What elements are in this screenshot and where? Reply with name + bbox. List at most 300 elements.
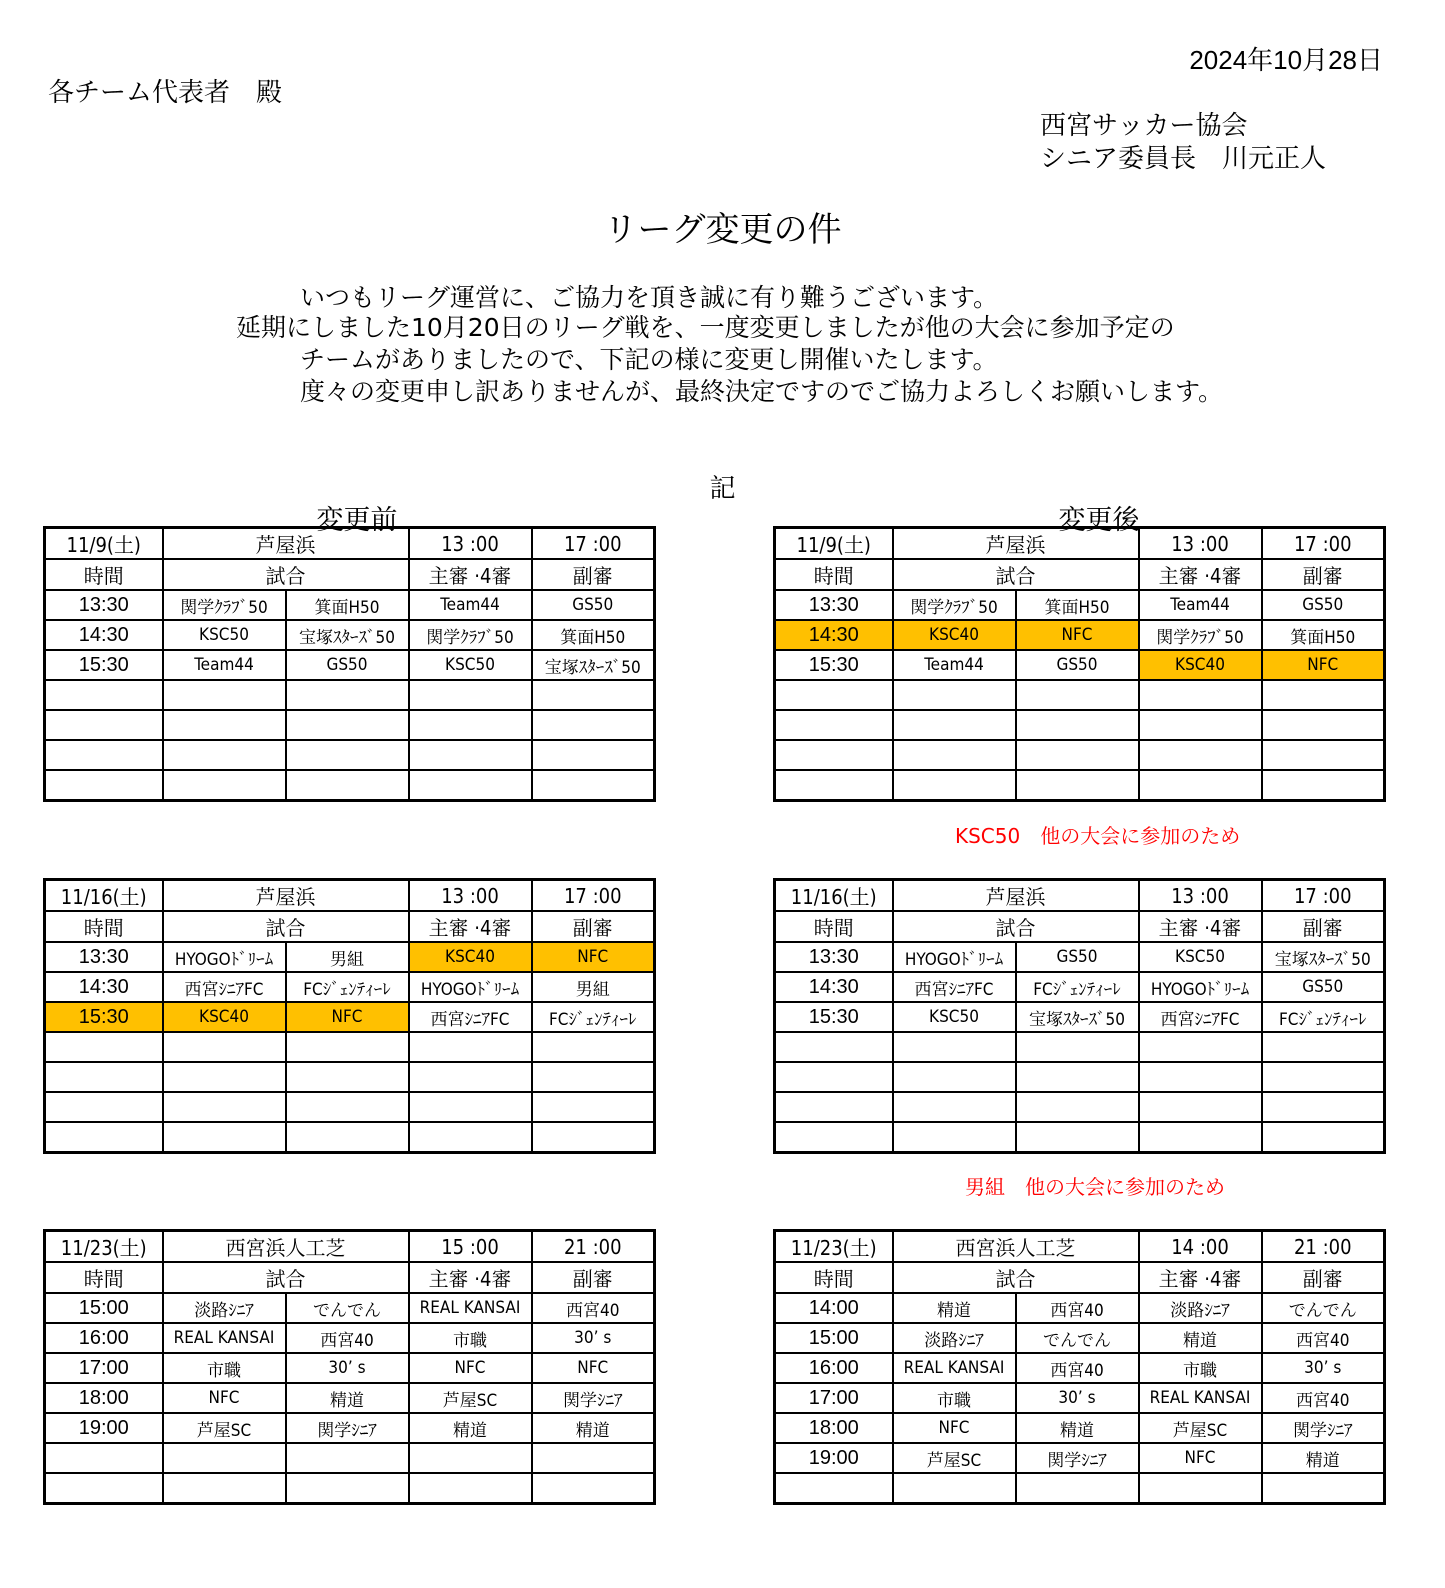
- match-time: [45, 740, 163, 770]
- table-row: [45, 1062, 655, 1092]
- team-b: 宝塚ｽﾀｰｽﾞ50: [286, 620, 409, 650]
- team-a: [163, 680, 286, 710]
- table-header-row: [775, 1262, 1385, 1293]
- team-b: [286, 1062, 409, 1092]
- assistant-referee: 西宮40: [1262, 1323, 1385, 1353]
- header-assistant-referee: 副審: [532, 559, 655, 590]
- main-referee: 芦屋SC: [1139, 1413, 1262, 1443]
- table-row: [45, 770, 655, 801]
- main-referee: 関学ｸﾗﾌﾞ50: [409, 620, 532, 650]
- team-a: 関学ｸﾗﾌﾞ50: [163, 590, 286, 620]
- match-time: 15:30: [775, 650, 893, 680]
- header-referee: 主審 ·4審: [1139, 1262, 1262, 1293]
- table-row: [45, 1353, 655, 1383]
- main-referee: [1139, 1032, 1262, 1062]
- match-time: 15:00: [775, 1323, 893, 1353]
- team-a: NFC: [163, 1383, 286, 1413]
- assistant-referee: [1262, 1062, 1385, 1092]
- team-b: 西宮40: [286, 1323, 409, 1353]
- team-b: 男組: [286, 942, 409, 972]
- main-referee: 関学ｸﾗﾌﾞ50: [1139, 620, 1262, 650]
- match-time: 14:30: [775, 972, 893, 1002]
- team-a: [893, 740, 1016, 770]
- team-a: 淡路ｼﾆｱ: [893, 1323, 1016, 1353]
- team-b: [286, 710, 409, 740]
- main-referee: KSC50: [1139, 942, 1262, 972]
- match-time: [775, 1473, 893, 1504]
- venue: 芦屋浜: [163, 528, 409, 560]
- assistant-referee: GS50: [1262, 972, 1385, 1002]
- team-b: でんでん: [1016, 1323, 1139, 1353]
- match-time: [45, 1092, 163, 1122]
- match-time: [775, 740, 893, 770]
- table-row: [775, 1443, 1385, 1473]
- header-referee: 主審 ·4審: [409, 911, 532, 942]
- team-a: [893, 1032, 1016, 1062]
- header-match: 試合: [163, 1262, 409, 1293]
- table-row: [775, 1293, 1385, 1323]
- team-a: 精道: [893, 1293, 1016, 1323]
- team-b: GS50: [1016, 650, 1139, 680]
- assistant-referee: [1262, 1122, 1385, 1153]
- main-referee: [409, 710, 532, 740]
- table-header-row: [45, 1262, 655, 1293]
- assistant-referee: 精道: [1262, 1443, 1385, 1473]
- header-time: 時間: [45, 1262, 163, 1293]
- table-row: [775, 650, 1385, 680]
- table-row: [775, 1002, 1385, 1032]
- match-time: [775, 710, 893, 740]
- assistant-referee: FCｼﾞｪﾝﾃｨｰﾚ: [532, 1002, 655, 1032]
- header-referee: 主審 ·4審: [409, 1262, 532, 1293]
- addressee: 各チーム代表者 殿: [48, 78, 283, 108]
- team-a: REAL KANSAI: [163, 1323, 286, 1353]
- header-match: 試合: [163, 911, 409, 942]
- table-row: [775, 680, 1385, 710]
- header-match: 試合: [893, 1262, 1139, 1293]
- team-b: 精道: [1016, 1413, 1139, 1443]
- match-time: 16:00: [45, 1323, 163, 1353]
- team-b: [286, 740, 409, 770]
- match-time: 13:30: [45, 590, 163, 620]
- body-line-2: 延期にしました10月20日のリーグ戦を、一度変更しましたが他の大会に参加予定の: [236, 313, 1175, 342]
- main-referee: [1139, 1062, 1262, 1092]
- match-time: [45, 1443, 163, 1473]
- team-b: [1016, 740, 1139, 770]
- table-row: [775, 1122, 1385, 1153]
- main-referee: [1139, 770, 1262, 801]
- team-b: 30’ s: [286, 1353, 409, 1383]
- match-time: [45, 710, 163, 740]
- assistant-referee: NFC: [532, 942, 655, 972]
- table-row: [45, 650, 655, 680]
- table-row: [45, 1293, 655, 1323]
- table-row: [45, 1473, 655, 1504]
- assistant-referee: [532, 1032, 655, 1062]
- main-referee: NFC: [1139, 1443, 1262, 1473]
- match-time: 15:30: [45, 1002, 163, 1032]
- team-b: 西宮40: [1016, 1353, 1139, 1383]
- start-time: 13 :00: [409, 528, 532, 560]
- ki-heading: 記: [709, 474, 736, 504]
- match-time: 13:30: [775, 590, 893, 620]
- table-row: [45, 590, 655, 620]
- table-row: [775, 1413, 1385, 1443]
- team-a: [163, 740, 286, 770]
- assistant-referee: [532, 740, 655, 770]
- document-date: 2024年10月28日: [1189, 45, 1383, 75]
- match-time: 14:30: [45, 620, 163, 650]
- match-time: [45, 1122, 163, 1153]
- match-time: [45, 770, 163, 801]
- header-assistant-referee: 副審: [532, 911, 655, 942]
- match-time: [45, 1062, 163, 1092]
- team-b: [1016, 710, 1139, 740]
- assistant-referee: 30’ s: [532, 1323, 655, 1353]
- assistant-referee: [532, 1122, 655, 1153]
- team-a: 市職: [163, 1353, 286, 1383]
- venue: 芦屋浜: [893, 880, 1139, 912]
- team-a: NFC: [893, 1413, 1016, 1443]
- team-b: NFC: [1016, 620, 1139, 650]
- team-a: [163, 710, 286, 740]
- main-referee: 芦屋SC: [409, 1383, 532, 1413]
- match-time: 14:00: [775, 1293, 893, 1323]
- main-referee: Team44: [409, 590, 532, 620]
- assistant-referee: 西宮40: [532, 1293, 655, 1323]
- assistant-referee: 30’ s: [1262, 1353, 1385, 1383]
- table-header-row: [775, 911, 1385, 942]
- match-time: 17:00: [775, 1383, 893, 1413]
- assistant-referee: GS50: [1262, 590, 1385, 620]
- main-referee: KSC50: [409, 650, 532, 680]
- main-referee: HYOGOﾄﾞﾘｰﾑ: [409, 972, 532, 1002]
- main-referee: [1139, 710, 1262, 740]
- main-referee: [409, 1122, 532, 1153]
- table-row: [775, 942, 1385, 972]
- team-b: [1016, 1122, 1139, 1153]
- table-row: [775, 620, 1385, 650]
- team-b: [1016, 1092, 1139, 1122]
- match-date: 11/23(土): [775, 1231, 893, 1263]
- main-referee: [409, 770, 532, 801]
- assistant-referee: 箕面H50: [1262, 620, 1385, 650]
- sender-title: シニア委員長 川元正人: [1040, 144, 1327, 174]
- end-time: 17 :00: [1262, 880, 1385, 912]
- team-b: [286, 680, 409, 710]
- assistant-referee: 精道: [532, 1413, 655, 1443]
- header-referee: 主審 ·4審: [409, 559, 532, 590]
- assistant-referee: [1262, 710, 1385, 740]
- main-referee: 西宮ｼﾆｱFC: [1139, 1002, 1262, 1032]
- header-match: 試合: [163, 559, 409, 590]
- assistant-referee: 西宮40: [1262, 1383, 1385, 1413]
- team-a: [163, 1032, 286, 1062]
- team-b: [286, 1473, 409, 1504]
- end-time: 17 :00: [532, 528, 655, 560]
- table-row: [45, 1323, 655, 1353]
- assistant-referee: 関学ｼﾆｱ: [1262, 1413, 1385, 1443]
- match-time: 14:30: [775, 620, 893, 650]
- schedule-table-before-nov16: [43, 878, 656, 1154]
- team-b: [286, 1122, 409, 1153]
- match-time: 13:30: [45, 942, 163, 972]
- table-row: [45, 1383, 655, 1413]
- table-date-row: [775, 880, 1385, 912]
- end-time: 17 :00: [532, 880, 655, 912]
- team-a: HYOGOﾄﾞﾘｰﾑ: [163, 942, 286, 972]
- match-date: 11/9(土): [45, 528, 163, 560]
- team-b: FCｼﾞｪﾝﾃｨｰﾚ: [286, 972, 409, 1002]
- body-line-1: いつもリーグ運営に、ご協力を頂き誠に有り難うございます。: [300, 283, 999, 312]
- table-date-row: [45, 880, 655, 912]
- main-referee: [1139, 1122, 1262, 1153]
- table-row: [45, 620, 655, 650]
- main-referee: KSC40: [1139, 650, 1262, 680]
- match-time: 15:30: [45, 650, 163, 680]
- header-time: 時間: [775, 1262, 893, 1293]
- table-row: [775, 1473, 1385, 1504]
- header-time: 時間: [775, 559, 893, 590]
- match-time: [45, 1032, 163, 1062]
- header-match: 試合: [893, 559, 1139, 590]
- main-referee: [409, 1062, 532, 1092]
- team-b: [1016, 1062, 1139, 1092]
- match-time: [775, 1092, 893, 1122]
- assistant-referee: [532, 1473, 655, 1504]
- table-row: [775, 972, 1385, 1002]
- assistant-referee: [1262, 770, 1385, 801]
- team-a: [893, 710, 1016, 740]
- main-referee: Team44: [1139, 590, 1262, 620]
- table-row: [775, 740, 1385, 770]
- team-a: 淡路ｼﾆｱ: [163, 1293, 286, 1323]
- table-row: [775, 1032, 1385, 1062]
- team-a: HYOGOﾄﾞﾘｰﾑ: [893, 942, 1016, 972]
- main-referee: KSC40: [409, 942, 532, 972]
- team-b: 箕面H50: [286, 590, 409, 620]
- main-referee: [1139, 740, 1262, 770]
- main-referee: [1139, 1473, 1262, 1504]
- header-time: 時間: [45, 559, 163, 590]
- table-header-row: [45, 559, 655, 590]
- team-a: KSC50: [163, 620, 286, 650]
- header-match: 試合: [893, 911, 1139, 942]
- header-referee: 主審 ·4審: [1139, 559, 1262, 590]
- team-a: 西宮ｼﾆｱFC: [163, 972, 286, 1002]
- table-row: [775, 1323, 1385, 1353]
- document-title: リーグ変更の件: [603, 210, 842, 250]
- schedule-table-after-nov16: [773, 878, 1386, 1154]
- team-b: NFC: [286, 1002, 409, 1032]
- main-referee: 市職: [1139, 1353, 1262, 1383]
- assistant-referee: NFC: [532, 1353, 655, 1383]
- end-time: 17 :00: [1262, 528, 1385, 560]
- body-line-4: 度々の変更申し訳ありませんが、最終決定ですのでご協力よろしくお願いします。: [300, 377, 1224, 406]
- team-a: KSC50: [893, 1002, 1016, 1032]
- match-time: 18:00: [45, 1383, 163, 1413]
- assistant-referee: [532, 1062, 655, 1092]
- venue: 西宮浜人工芝: [893, 1231, 1139, 1263]
- table-date-row: [775, 1231, 1385, 1263]
- match-time: [45, 680, 163, 710]
- match-time: [775, 770, 893, 801]
- before-change-label: 変更前: [316, 505, 398, 536]
- table-date-row: [775, 528, 1385, 560]
- team-b: 関学ｼﾆｱ: [1016, 1443, 1139, 1473]
- table-row: [45, 1032, 655, 1062]
- main-referee: [1139, 680, 1262, 710]
- table-row: [45, 942, 655, 972]
- match-time: 15:00: [45, 1293, 163, 1323]
- assistant-referee: NFC: [1262, 650, 1385, 680]
- table-row: [45, 680, 655, 710]
- table-row: [45, 1443, 655, 1473]
- assistant-referee: [532, 1443, 655, 1473]
- main-referee: HYOGOﾄﾞﾘｰﾑ: [1139, 972, 1262, 1002]
- venue: 西宮浜人工芝: [163, 1231, 409, 1263]
- team-b: 関学ｼﾆｱ: [286, 1413, 409, 1443]
- match-date: 11/16(土): [775, 880, 893, 912]
- team-b: [1016, 1473, 1139, 1504]
- team-a: 芦屋SC: [163, 1413, 286, 1443]
- assistant-referee: 男組: [532, 972, 655, 1002]
- team-b: 精道: [286, 1383, 409, 1413]
- main-referee: [409, 1092, 532, 1122]
- team-a: [893, 770, 1016, 801]
- main-referee: REAL KANSAI: [409, 1293, 532, 1323]
- venue: 芦屋浜: [163, 880, 409, 912]
- table-row: [775, 1383, 1385, 1413]
- end-time: 21 :00: [532, 1231, 655, 1263]
- table-row: [775, 1092, 1385, 1122]
- team-a: [893, 1062, 1016, 1092]
- match-time: 17:00: [45, 1353, 163, 1383]
- match-time: [775, 1062, 893, 1092]
- main-referee: [409, 740, 532, 770]
- table-row: [45, 1092, 655, 1122]
- start-time: 13 :00: [409, 880, 532, 912]
- start-time: 14 :00: [1139, 1231, 1262, 1263]
- assistant-referee: 箕面H50: [532, 620, 655, 650]
- assistant-referee: [1262, 1092, 1385, 1122]
- team-a: [163, 1062, 286, 1092]
- schedule-table-before-nov23: [43, 1229, 656, 1505]
- assistant-referee: [1262, 1032, 1385, 1062]
- match-time: 13:30: [775, 942, 893, 972]
- start-time: 15 :00: [409, 1231, 532, 1263]
- main-referee: 精道: [409, 1413, 532, 1443]
- header-assistant-referee: 副審: [1262, 559, 1385, 590]
- team-a: [163, 1092, 286, 1122]
- table-row: [45, 710, 655, 740]
- team-b: [286, 1443, 409, 1473]
- table-row: [775, 1353, 1385, 1383]
- header-time: 時間: [775, 911, 893, 942]
- team-b: [286, 1032, 409, 1062]
- assistant-referee: 宝塚ｽﾀｰｽﾞ50: [532, 650, 655, 680]
- main-referee: [409, 1032, 532, 1062]
- table-header-row: [775, 559, 1385, 590]
- match-time: [775, 1032, 893, 1062]
- change-note-nov16: 男組 他の大会に参加のため: [965, 1175, 1225, 1199]
- team-b: [1016, 770, 1139, 801]
- team-a: [163, 770, 286, 801]
- main-referee: NFC: [409, 1353, 532, 1383]
- table-date-row: [45, 528, 655, 560]
- team-b: 宝塚ｽﾀｰｽﾞ50: [1016, 1002, 1139, 1032]
- header-assistant-referee: 副審: [1262, 911, 1385, 942]
- schedule-table-after-nov23: [773, 1229, 1386, 1505]
- match-date: 11/23(土): [45, 1231, 163, 1263]
- match-time: 15:30: [775, 1002, 893, 1032]
- assistant-referee: [532, 1092, 655, 1122]
- team-a: 西宮ｼﾆｱFC: [893, 972, 1016, 1002]
- match-time: [775, 680, 893, 710]
- match-time: 19:00: [45, 1413, 163, 1443]
- team-b: [1016, 680, 1139, 710]
- match-time: 16:00: [775, 1353, 893, 1383]
- table-row: [775, 770, 1385, 801]
- schedule-table-after-nov9: [773, 526, 1386, 802]
- team-b: [286, 770, 409, 801]
- assistant-referee: [1262, 680, 1385, 710]
- main-referee: [409, 1473, 532, 1504]
- main-referee: REAL KANSAI: [1139, 1383, 1262, 1413]
- team-b: 30’ s: [1016, 1383, 1139, 1413]
- team-a: [893, 680, 1016, 710]
- team-b: GS50: [286, 650, 409, 680]
- match-time: [45, 1473, 163, 1504]
- header-assistant-referee: 副審: [1262, 1262, 1385, 1293]
- main-referee: 精道: [1139, 1323, 1262, 1353]
- main-referee: 淡路ｼﾆｱ: [1139, 1293, 1262, 1323]
- table-date-row: [45, 1231, 655, 1263]
- team-a: [163, 1122, 286, 1153]
- team-a: REAL KANSAI: [893, 1353, 1016, 1383]
- header-referee: 主審 ·4審: [1139, 911, 1262, 942]
- match-time: 14:30: [45, 972, 163, 1002]
- start-time: 13 :00: [1139, 880, 1262, 912]
- team-a: [893, 1122, 1016, 1153]
- team-b: [286, 1092, 409, 1122]
- team-b: でんでん: [286, 1293, 409, 1323]
- header-time: 時間: [45, 911, 163, 942]
- table-row: [45, 1002, 655, 1032]
- end-time: 21 :00: [1262, 1231, 1385, 1263]
- assistant-referee: [532, 680, 655, 710]
- sender-organization: 西宮サッカー協会: [1040, 111, 1248, 141]
- main-referee: 西宮ｼﾆｱFC: [409, 1002, 532, 1032]
- assistant-referee: GS50: [532, 590, 655, 620]
- assistant-referee: [532, 710, 655, 740]
- venue: 芦屋浜: [893, 528, 1139, 560]
- team-b: FCｼﾞｪﾝﾃｨｰﾚ: [1016, 972, 1139, 1002]
- after-change-label: 変更後: [1058, 505, 1140, 536]
- table-header-row: [45, 911, 655, 942]
- team-a: Team44: [163, 650, 286, 680]
- body-line-3: チームがありましたので、下記の様に変更し開催いたします。: [300, 345, 998, 374]
- table-row: [775, 590, 1385, 620]
- main-referee: [409, 1443, 532, 1473]
- team-a: [163, 1473, 286, 1504]
- table-row: [775, 710, 1385, 740]
- team-a: [893, 1092, 1016, 1122]
- team-b: 箕面H50: [1016, 590, 1139, 620]
- team-a: Team44: [893, 650, 1016, 680]
- team-a: 市職: [893, 1383, 1016, 1413]
- assistant-referee: 関学ｼﾆｱ: [532, 1383, 655, 1413]
